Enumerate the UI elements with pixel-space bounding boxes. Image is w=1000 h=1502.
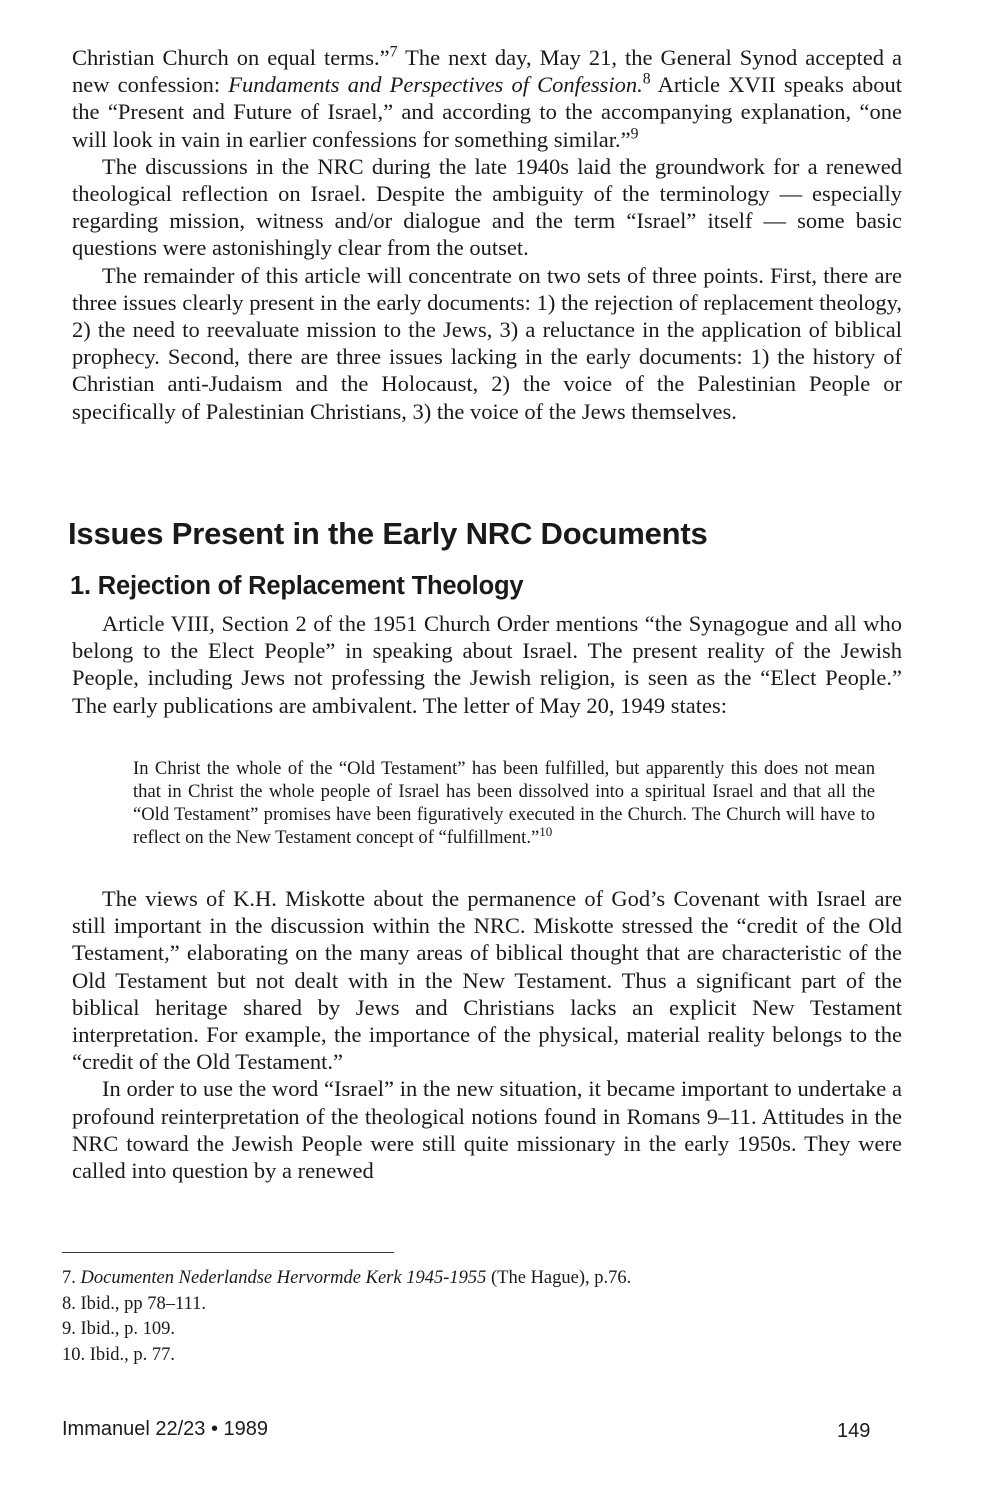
paragraph-closing-1 [72, 885, 902, 1075]
closing-text [72, 885, 902, 1184]
text-run: 7. [62, 1268, 81, 1288]
footnote-7 [62, 1266, 882, 1292]
footnotes [62, 1266, 882, 1368]
page-number: 149 [837, 1420, 871, 1442]
italic-text: Fundaments and Perspectives of Confession. [228, 72, 643, 98]
text-run: 10. Ibid., p. 77. [62, 1344, 176, 1365]
section-heading: Issues Present in the Early NRC Documents [68, 516, 708, 551]
text-run: (The Hague), p.76. [486, 1268, 632, 1288]
footnote-marker: 10 [539, 823, 553, 839]
footnote-10 [62, 1343, 882, 1369]
text-run: Article XVII speaks about the “Present and Future of Israel,” and according to the accompanying explanation, “one will look in vain in earlier confessions for something similar.” [72, 72, 902, 152]
footnote-8 [62, 1292, 882, 1318]
text-run: The next day, May 21, the General Synod accepted a new confession: [72, 45, 902, 98]
text-run: In Christ the whole of the “Old Testament” has been fulfilled, but apparently this does not mean that in Christ the whole people of Israel has been dissolved into a spiritual Israel and that all the “Old Testament” promises have been figuratively executed in the Church. The Church will have to reflect on the New Testament concept of “fulfillment.” [133, 758, 875, 848]
footnote-marker: 8 [642, 70, 651, 88]
footnote-9 [62, 1317, 882, 1343]
paragraph-closing-2 [72, 1075, 902, 1184]
block-quote [133, 757, 875, 849]
subsection-heading: 1. Rejection of Replacement Theology [70, 572, 524, 600]
paragraph-intro-1 [72, 44, 902, 153]
footnote-divider [62, 1252, 394, 1253]
text-run: In order to use the word “Israel” in the new situation, it became important to undertake a profound reinterpretation of the theological notions found in Romans 9–11. Attitudes in the NRC toward the Jewish People were still quite missionary in the early 1950s. They were called into question by a renewed [72, 1076, 902, 1184]
text-run: 9. Ibid., p. 109. [62, 1319, 176, 1339]
section-text [72, 610, 902, 719]
paragraph-intro-2 [72, 153, 902, 262]
text-run: The views of K.H. Miskotte about the permanence of God’s Covenant with Israel are still important in the discussion within the NRC. Miskotte stressed the “credit of the Old Testament,” elaborating on the many areas of biblical thought that are characteristic of the Old Testament but not dealt with in the New Testament. Thus a significant part of the biblical heritage shared by Jews and Christians lacks an explicit New Testament interpretation. For example, the importance of the physical, material reality belongs to the “credit of the Old Testament.” [72, 886, 902, 1075]
intro-text [72, 44, 902, 425]
italic-text: Documenten Nederlandse Hervormde Kerk 1945-1955 [80, 1268, 487, 1288]
paragraph-intro-3 [72, 262, 902, 425]
text-run: Article VIII, Section 2 of the 1951 Church Order mentions “the Synagogue and all who belong to the Elect People” in speaking about Israel. The present reality of the Jewish People, including Jews not professing the Jewish religion, is seen as the “Elect People.” The early publications are ambivalent. The letter of May 20, 1949 states: [72, 611, 902, 718]
journal-footer: Immanuel 22/23 • 1989 [62, 1418, 269, 1440]
text-run: The remainder of this article will concentrate on two sets of three points. First, there are three issues clearly present in the early documents: 1) the rejection of replacement theology, 2) the need to reevaluate mission to the Jews, 3) a reluctance in the application of biblical prophecy. Second, there are three issues lacking in the early documents: 1) the history of Christian anti-Judaism and the Holocaust, 2) the voice of the Palestinian People or specifically of Palestinian Christians, 3) the voice of the Jews themselves. [72, 262, 902, 424]
footnote-marker: 7 [389, 43, 398, 61]
text-run: Christian Church on equal terms.” [72, 45, 390, 70]
paragraph-section-1 [72, 610, 902, 719]
text-run: 8. Ibid., pp 78–111. [62, 1293, 207, 1314]
text-run: The discussions in the NRC during the late 1940s laid the groundwork for a renewed theological reflection on Israel. Despite the ambiguity of the terminology — especially regarding mission, witness and/or dialogue and the term “Israel” itself — some basic questions were astonishingly clear from the outset. [72, 153, 902, 261]
footnote-marker: 9 [630, 124, 639, 142]
